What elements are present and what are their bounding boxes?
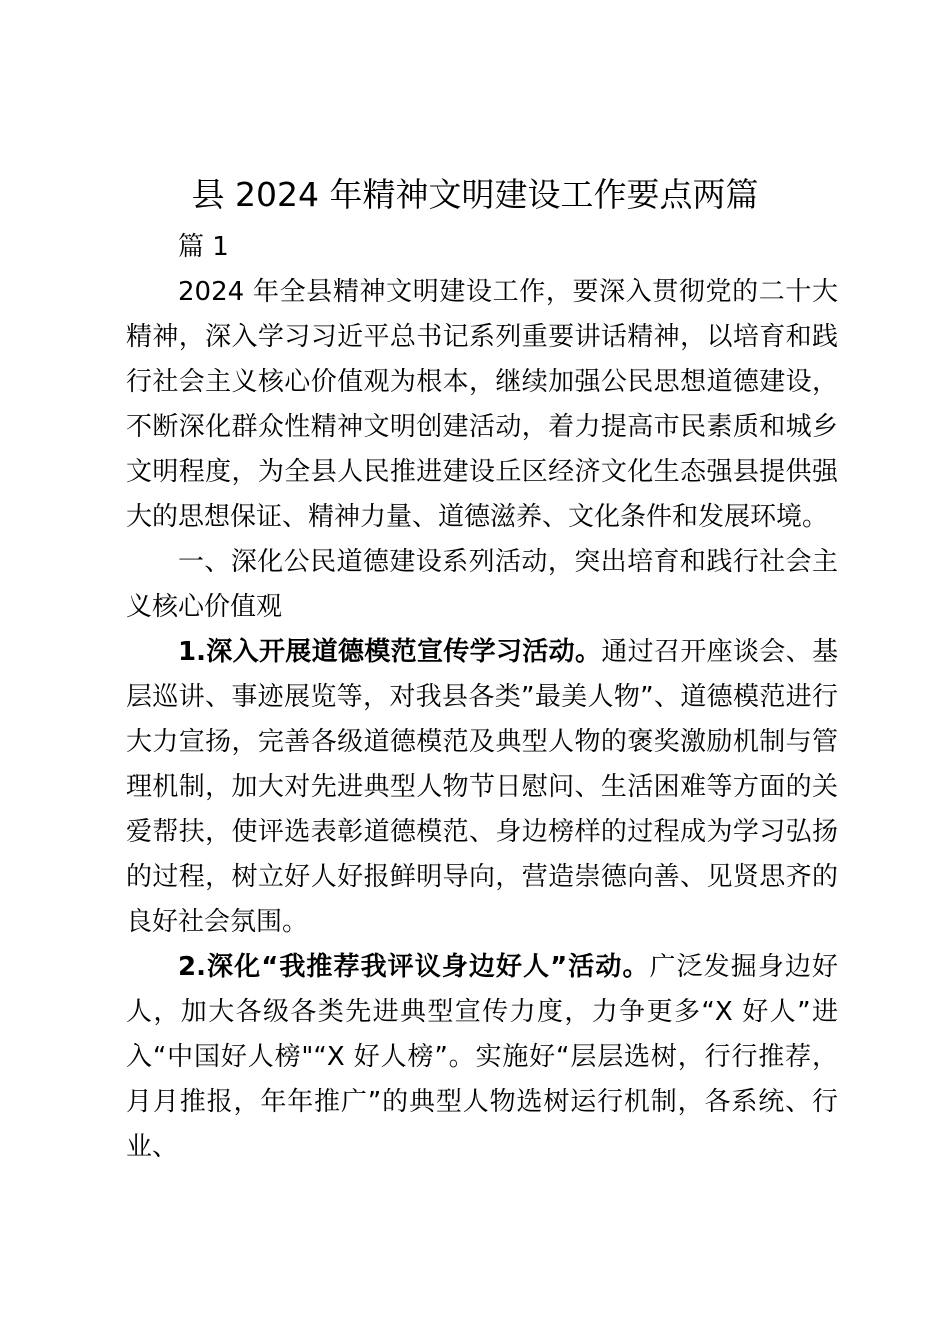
- item-1-paragraph: [126, 630, 838, 945]
- document-title: 县 2024 年精神文明建设工作要点两篇: [191, 175, 759, 214]
- section-heading: 一、深化公民道德建设系列活动，突出培育和践行社会主义核心价值观: [126, 547, 838, 622]
- part-label: 篇 1: [178, 232, 229, 262]
- item-2-paragraph: [126, 945, 838, 1170]
- item-1-lead: 1.深入开展道德模范宣传学习活动。: [178, 637, 602, 667]
- intro-paragraph: 2024 年全县精神文明建设工作，要深入贯彻党的二十大精神，深入学习习近平总书记系列重要讲话精神，以培育和践行社会主义核心价值观为根本，继续加强公民思想道德建设，不断深化群众性精神文明创建活动，着力提高市民素质和城乡文明程度，为全县人民推进建设丘区经济文化生态强县提供强大的思想保证、精神力量、道德滋养、文化条件和发展环境。: [126, 277, 838, 532]
- item-2-lead: 2.深化“我推荐我评议身边好人”活动。: [178, 952, 650, 982]
- item-2-text: 广泛发掘身边好人，加大各级各类先进典型宣传力度，力争更多“X 好人”进入“中国好人榜"“X 好人榜”。实施好“层层选树，行行推荐，月月推报，年年推广”的典型人物选树运行机制，各系统、行业、: [126, 952, 838, 1162]
- item-1-text: 通过召开座谈会、基层巡讲、事迹展览等，对我县各类”最美人物”、道德模范进行大力宣扬，完善各级道德模范及典型人物的褒奖激励机制与管理机制，加大对先进典型人物节日慰问、生活困难等方面的关爱帮扶，使评选表彰道德模范、身边榜样的过程成为学习弘扬的过程，树立好人好报鲜明导向，营造崇德向善、见贤思齐的良好社会氛围。: [126, 637, 838, 937]
